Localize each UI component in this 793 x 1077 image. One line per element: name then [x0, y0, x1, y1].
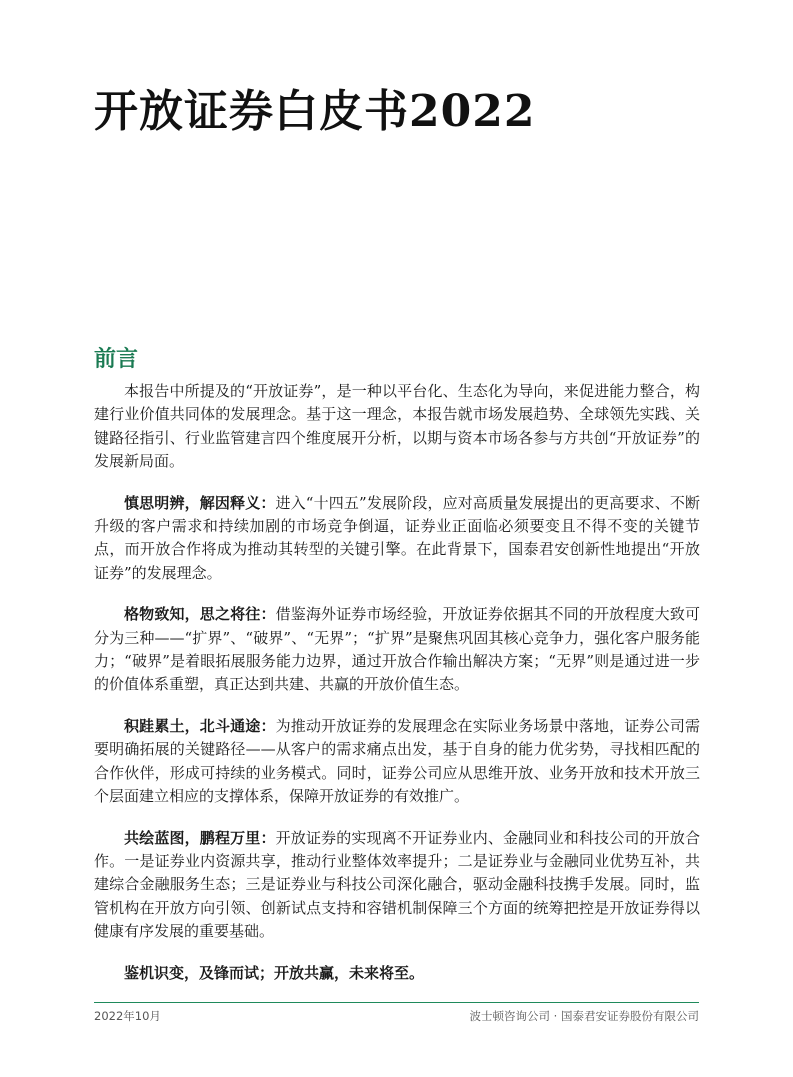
preface-body [94, 380, 700, 985]
paragraph-lead: 积跬累土，北斗通途： [124, 716, 276, 735]
footer-organizations: 波士顿咨询公司 · 国泰君安证券股份有限公司 [469, 1009, 699, 1023]
footer-divider [94, 1002, 699, 1003]
paragraph-classification [94, 603, 700, 697]
paragraph-lead: 共绘蓝图，鹏程万里： [124, 828, 276, 847]
paragraph-lead: 格物致知，思之将往： [124, 605, 276, 624]
paragraph-text: 为推动开放证券的发展理念在实际业务场景中落地，证券公司需要明确拓展的关键路径——从客户的需求痛点出发，基于自身的能力优劣势，寻找相匹配的合作伙伴，形成可持续的业务模式。同时，证券公司应从思维开放、业务开放和技术开放三个层面建立相应的支撑体系，保障开放证券的有效推广。 [94, 716, 700, 806]
section-heading-preface: 前言 [94, 346, 139, 372]
paragraph-text: 进入“十四五”发展阶段，应对高质量发展提出的更高要求、不断升级的客户需求和持续加剧的市场竞争倒逼，证券业正面临必须要变且不得不变的关键节点，而开放合作将成为推动其转型的关键引擎。在此背景下，国泰君安创新性地提出“开放证券”的发展理念。 [94, 493, 700, 582]
paragraph-intro [94, 380, 700, 474]
paragraph-definition [94, 492, 700, 586]
closing-statement: 鉴机识变，及锋而试；开放共赢，未来将至。 [124, 963, 425, 982]
paragraph-text: 本报告中所提及的“开放证券”，是一种以平台化、生态化为导向，来促进能力整合，构建行业价值共同体的发展理念。基于这一理念，本报告就市场发展趋势、全球领先实践、关键路径指引、行业监管建言四个维度展开分析，以期与资本市场各参与方共创“开放证券”的发展新局面。 [94, 382, 700, 471]
paragraph-lead: 慎思明辨，解因释义： [124, 493, 276, 512]
paragraph-blueprint [94, 827, 700, 944]
paragraph-text: 开放证券的实现离不开证券业内、金融同业和科技公司的开放合作。一是证券业内资源共享，推动行业整体效率提升；二是证券业与金融同业优势互补，共建综合金融服务生态；三是证券业与科技公司深化融合，驱动金融科技携手发展。同时，监管机构在开放方向引领、创新试点支持和容错机制保障三个方面的统筹把控是开放证券得以健康有序发展的重要基础。 [94, 828, 700, 941]
footer-date: 2022年10月 [94, 1009, 161, 1023]
page-title: 开放证券白皮书2022 [94, 86, 536, 137]
paragraph-text: 借鉴海外证券市场经验，开放证券依据其不同的开放程度大致可分为三种——“扩界”、“破界”、“无界”；“扩界”是聚焦巩固其核心竞争力，强化客户服务能力；“破界”是着眼拓展服务能力边界，通过开放合作输出解决方案；“无界”则是通过进一步的价值体系重塑，真正达到共建、共赢的开放价值生态。 [94, 605, 700, 694]
paragraph-key-path [94, 715, 700, 809]
